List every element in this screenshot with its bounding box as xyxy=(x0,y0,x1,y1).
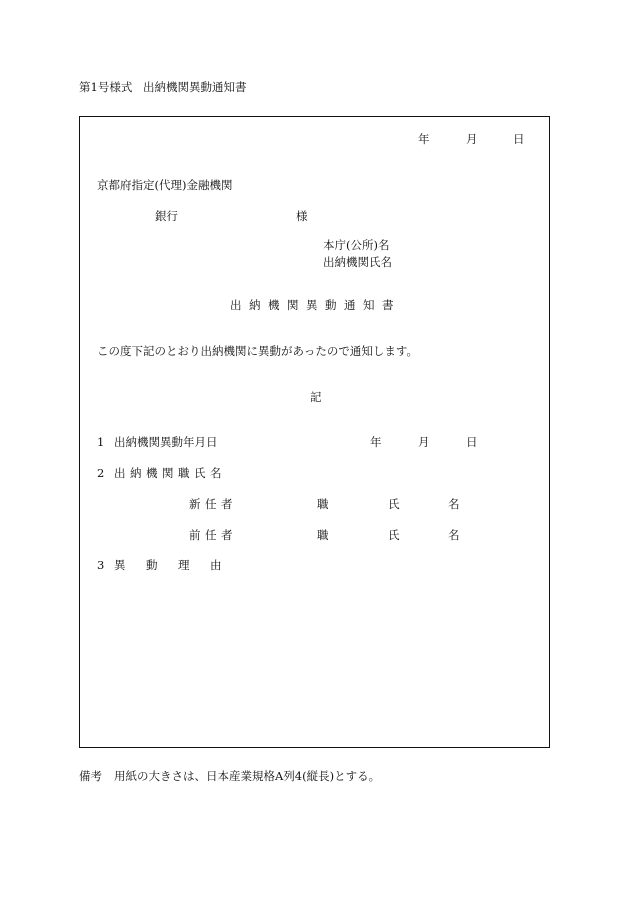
item2-label-char: 職 xyxy=(178,466,190,480)
item2-label-char: 納 xyxy=(130,466,142,480)
note-label: 備考 xyxy=(79,769,102,783)
prev-position-label: 職 xyxy=(317,528,329,542)
prev-appointee-char: 前 xyxy=(189,528,201,542)
new-appointee-char: 新 xyxy=(189,497,201,511)
title-char: 納 xyxy=(249,298,261,312)
sender-officer: 出納機関氏名 xyxy=(323,255,392,269)
title-char: 書 xyxy=(382,298,394,312)
item2-label-char: 出 xyxy=(114,466,126,480)
item3-label-char: 理 xyxy=(178,558,190,572)
prev-name-label-2: 名 xyxy=(448,528,460,542)
item1-number: 1 xyxy=(97,435,105,449)
item2-label-char: 関 xyxy=(162,466,174,480)
body-text: この度下記のとおり出納機関に異動があったので通知します。 xyxy=(97,344,418,358)
title-char: 機 xyxy=(268,298,280,312)
new-name-label-1: 氏 xyxy=(388,497,400,511)
new-appointee-char: 者 xyxy=(221,497,233,511)
item1-day: 日 xyxy=(466,435,478,449)
item2-label-char: 名 xyxy=(210,466,222,480)
title-char: 動 xyxy=(325,298,337,312)
new-name-label-2: 名 xyxy=(448,497,460,511)
form-box xyxy=(79,116,550,748)
item2-number: 2 xyxy=(97,466,105,480)
new-appointee-char: 任 xyxy=(205,497,217,511)
new-position-label: 職 xyxy=(317,497,329,511)
item2-label-char: 氏 xyxy=(194,466,206,480)
item3-label-char: 動 xyxy=(146,558,158,572)
sender-office: 本庁(公所)名 xyxy=(323,238,390,252)
item3-label-char: 由 xyxy=(210,558,222,572)
item2-label-char: 機 xyxy=(146,466,158,480)
date-month: 月 xyxy=(466,132,478,146)
title-char: 通 xyxy=(344,298,356,312)
addressee-honorific: 様 xyxy=(296,209,308,223)
prev-name-label-1: 氏 xyxy=(388,528,400,542)
title-char: 知 xyxy=(363,298,375,312)
prev-appointee-char: 者 xyxy=(221,528,233,542)
note-text: 用紙の大きさは、日本産業規格A列4(縦長)とする。 xyxy=(114,769,381,783)
addressee-institution: 京都府指定(代理)金融機関 xyxy=(97,178,233,192)
addressee-bank: 銀行 xyxy=(155,209,178,223)
item1-year: 年 xyxy=(370,435,382,449)
item3-label-char: 異 xyxy=(114,558,126,572)
form-number: 第1号様式 xyxy=(79,80,133,94)
form-name: 出納機関異動通知書 xyxy=(143,80,247,94)
item1-month: 月 xyxy=(418,435,430,449)
prev-appointee-char: 任 xyxy=(205,528,217,542)
title-char: 関 xyxy=(287,298,299,312)
item3-number: 3 xyxy=(97,558,105,572)
date-year: 年 xyxy=(418,132,430,146)
item1-label: 出納機関異動年月日 xyxy=(114,435,218,449)
title-char: 異 xyxy=(306,298,318,312)
title-char: 出 xyxy=(230,298,242,312)
date-day: 日 xyxy=(513,132,525,146)
ki-marker: 記 xyxy=(310,390,322,404)
